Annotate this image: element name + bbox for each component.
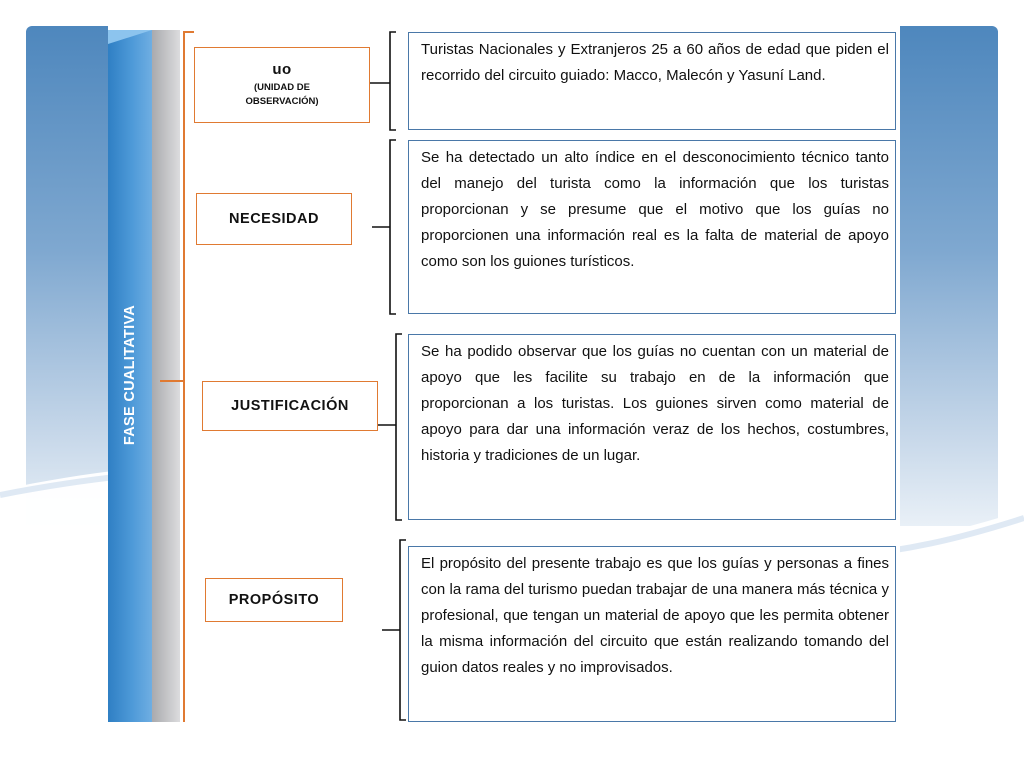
bracket-uo xyxy=(390,32,396,130)
text-box-necesidad: Se ha detectado un alto índice en el desconocimiento técnico tanto del manejo del turista como la información que los turistas proporcionan y se presume que el motivo que los guías no proporcionen una información real es la falta de material de apoyo como son los guiones turísticos. xyxy=(408,140,896,314)
label-uo-subtitle: (UNIDAD DE OBSERVACIÓN) xyxy=(245,82,319,107)
sidebar-title: FASE CUALITATIVA xyxy=(122,304,138,446)
label-necesidad: NECESIDAD xyxy=(229,211,319,227)
bracket-necesidad xyxy=(390,140,396,314)
bracket-justificacion xyxy=(396,334,402,520)
label-justificacion: JUSTIFICACIÓN xyxy=(231,398,349,414)
label-box-proposito xyxy=(205,578,343,622)
label-proposito: PROPÓSITO xyxy=(228,592,320,608)
label-box-necesidad xyxy=(196,193,352,245)
label-uo: uo xyxy=(272,61,292,78)
label-box-uo xyxy=(194,47,370,123)
label-box-justificacion xyxy=(202,381,378,431)
text-box-uo: Turistas Nacionales y Extranjeros 25 a 60 años de edad que piden el recorrido del circuito guiado: Macco, Malecón y Yasuní Land. xyxy=(408,32,896,130)
bracket-proposito xyxy=(400,540,406,720)
main-orange-bracket xyxy=(184,32,194,722)
text-box-justificacion: Se ha podido observar que los guías no cuentan con un material de apoyo que les facilite su trabajo en de la información que proporcionan a los turistas. Los guiones sirven como material de apoyo para dar una información veraz de los hechos, costumbres, historia y tradiciones de un lugar. xyxy=(408,334,896,520)
text-box-proposito: El propósito del presente trabajo es que los guías y personas a fines con la rama del turismo puedan trabajar de una manera más técnica y profesional, que tengan un material de apoyo que les permita obtener la misma información del circuito que están realizando tomando del guion datos reales y no improvisados. xyxy=(408,546,896,722)
